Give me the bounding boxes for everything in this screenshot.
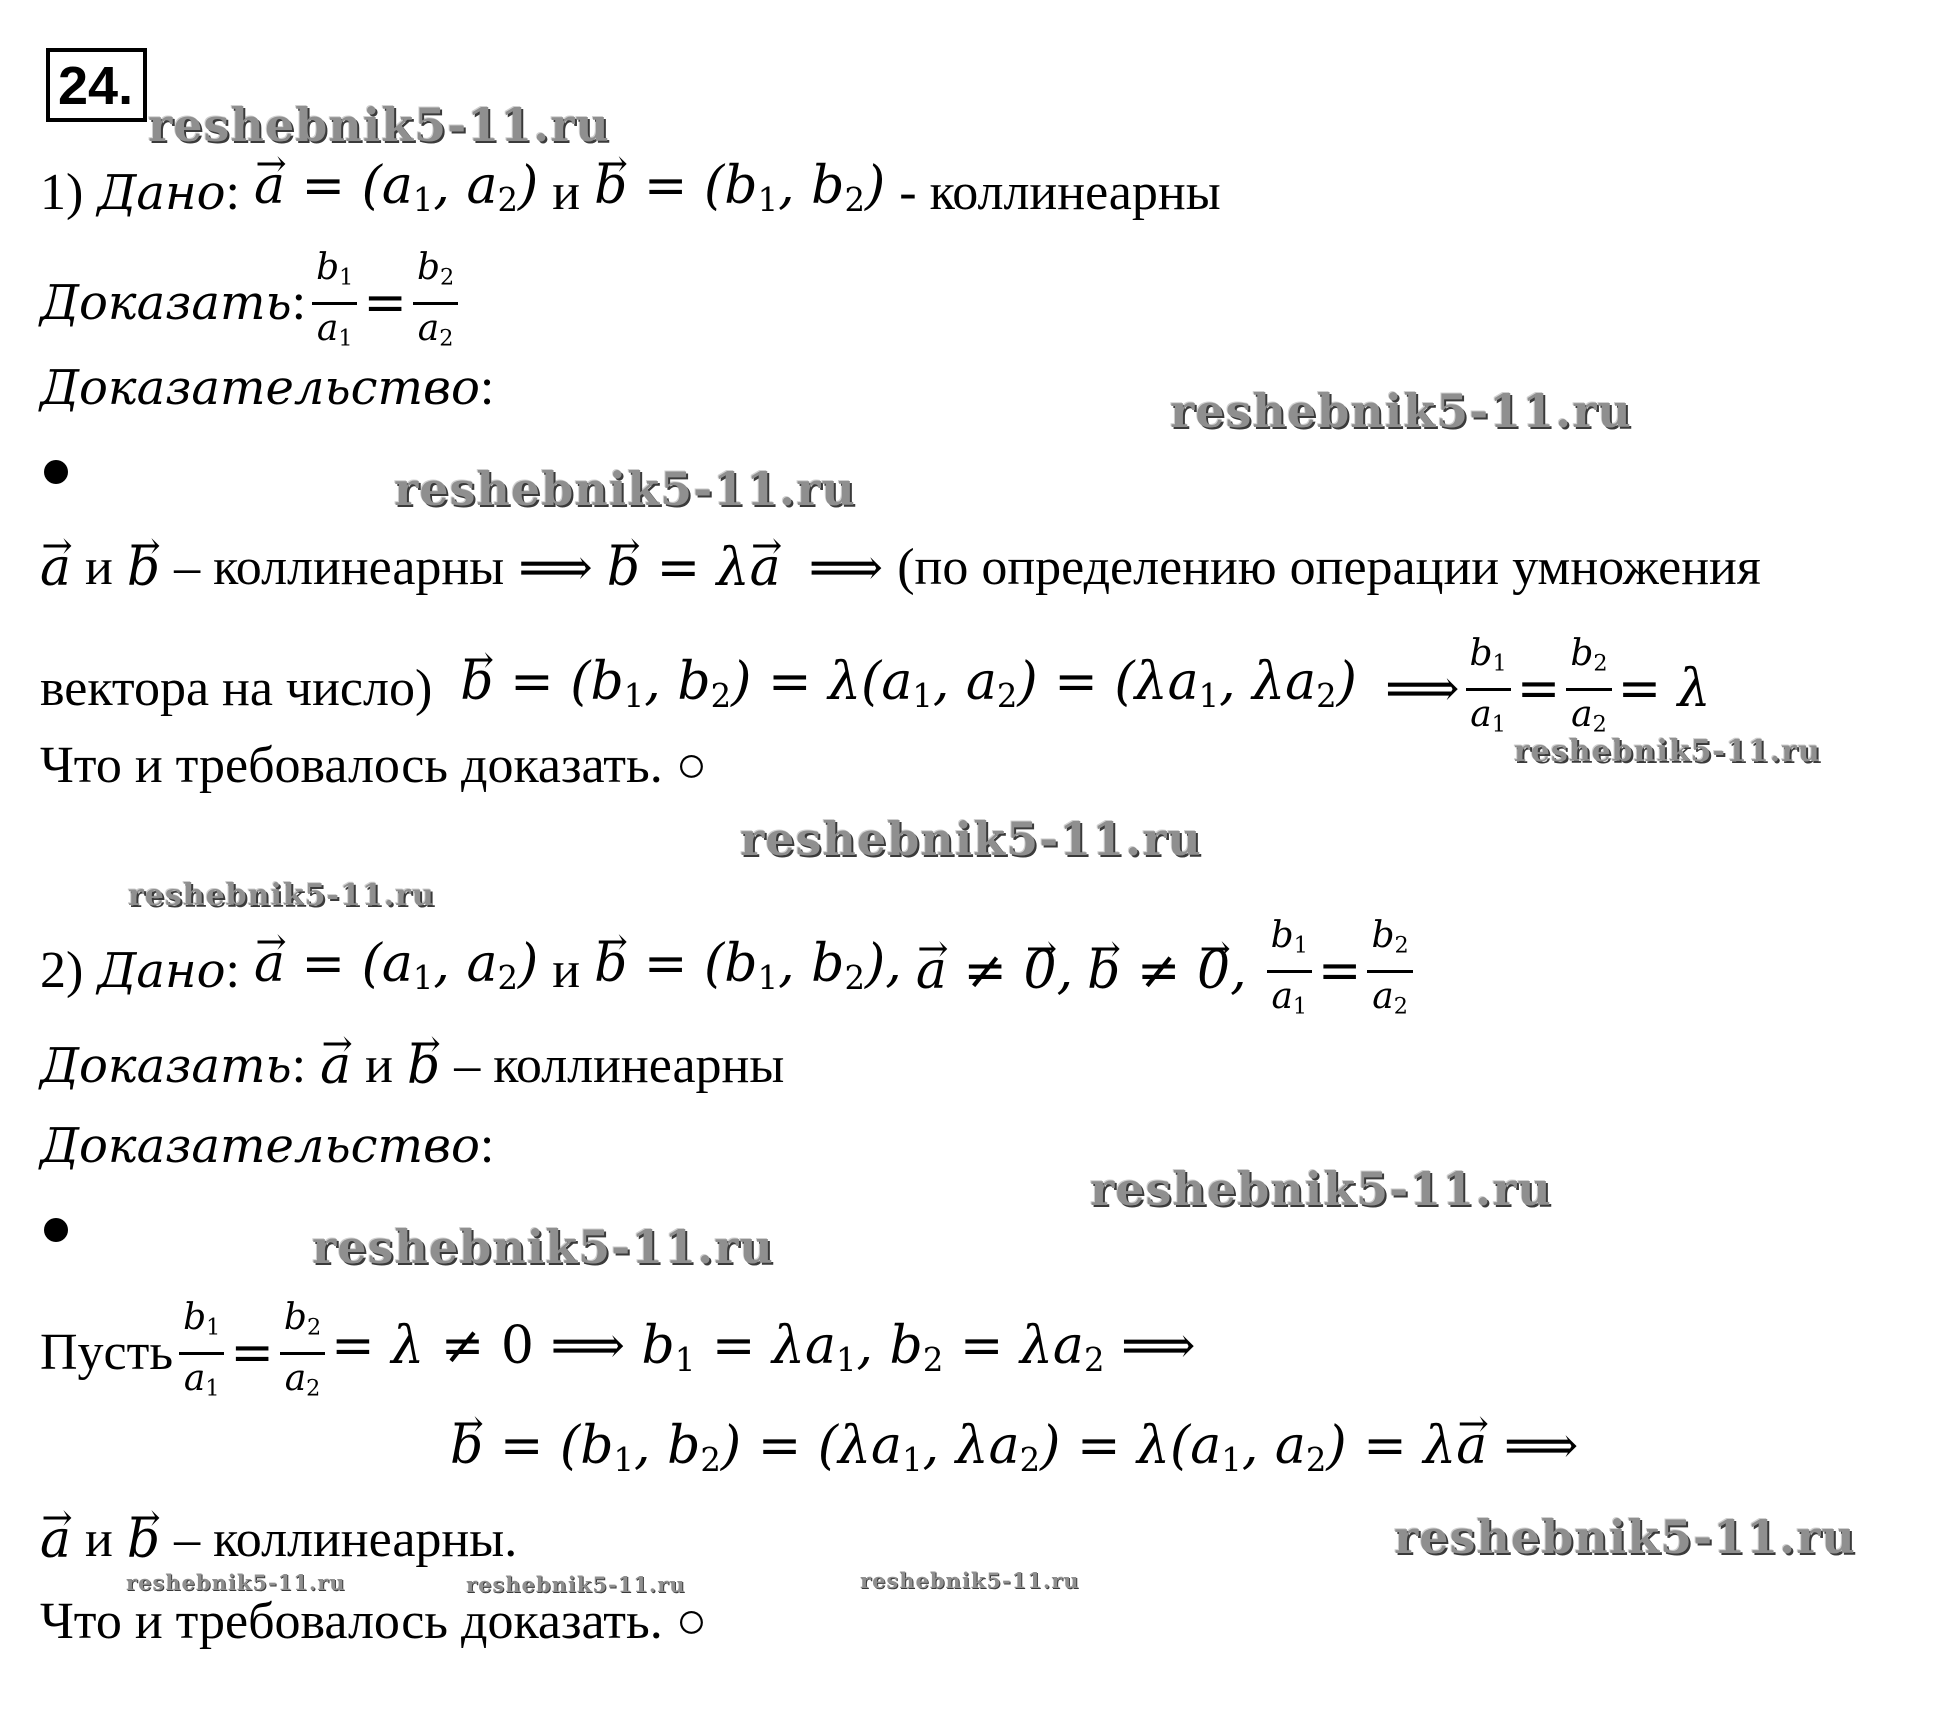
watermark: reshebnik5-11.ru — [1170, 384, 1632, 438]
part1-collinear-line: → a и → b – коллинеарны ⟹ → b = λ→ a ⟹ (по определению операции умножения — [40, 538, 1761, 598]
watermark: reshebnik5-11.ru — [1394, 1510, 1856, 1564]
part2-let-line: Пусть $\frac{b_1}{a_1}$ = $\frac{b_2}{a_2}$ = λ ≠ 0 ⟹ $b_1 = \lambda a_1$, $b_2 = \lambda a_2$ ⟹ — [40, 1297, 1196, 1402]
watermark: reshebnik5-11.ru — [466, 1572, 686, 1597]
problem-number: 24. — [46, 48, 147, 122]
part1-proof-label: Доказательство : — [40, 359, 495, 416]
part1-given-line: 1) Дано : → $a = (a_1$, $a_2$) и → $b = (b_1$, $b_2$) - коллинеарны — [40, 156, 1221, 230]
part2-prove-line: Доказать : → a и → b – коллинеарны — [40, 1036, 784, 1096]
part1-qed: Что и требовалось доказать. ○ — [40, 737, 708, 794]
part1-prove-line: Доказать : $\frac{b_1}{a_1}$ = $\frac{b_2}{a_2}$ — [40, 246, 464, 360]
watermark: reshebnik5-11.ru — [148, 98, 610, 152]
watermark: reshebnik5-11.ru — [740, 812, 1202, 866]
watermark: reshebnik5-11.ru — [860, 1568, 1080, 1593]
given-label: Дано — [97, 165, 226, 222]
watermark: reshebnik5-11.ru — [1514, 734, 1821, 769]
watermark: reshebnik5-11.ru — [128, 878, 435, 913]
bullet — [44, 460, 68, 484]
part2-derivation-line: → $b = (b_1$, $b_2) = (\lambda a_1$, $\lambda a_2) = \lambda(a_1$, $a_2) = \lambda\to a$ ⟹ — [450, 1416, 1578, 1490]
part2-conclusion-line: → a и → b – коллинеарны. — [40, 1510, 517, 1570]
watermark: reshebnik5-11.ru — [1090, 1162, 1552, 1216]
part2-proof-label: Доказательство : — [40, 1117, 495, 1174]
part1-vector-line: вектора на число) → $b = (b_1$, $b_2) = \lambda(a_1$, $a_2) = (\lambda a_1$, $\lambda a_2$) ⟹ $\frac{b_1}{a_1}$ = $\frac{b_2}{a_2}$ = λ — [40, 632, 1711, 746]
watermark: reshebnik5-11.ru — [126, 1570, 346, 1595]
prove-label: Доказать — [40, 275, 292, 332]
watermark: reshebnik5-11.ru — [394, 462, 856, 516]
given-formula: → $a = (a_1$, $a_2$) — [254, 156, 538, 230]
bullet — [44, 1218, 68, 1242]
part2-given-line: 2) Дано : → $a = (a_1$, $a_2$) и → $b = (b_1$, $b_2$), → a ≠ → 0, → b ≠ → 0, $\frac{b_1}{a_1}$ = $\frac{b_2}{a_2}$ — [40, 914, 1419, 1028]
part2-qed: Что и требовалось доказать. ○ — [40, 1593, 708, 1650]
watermark: reshebnik5-11.ru — [312, 1220, 774, 1274]
